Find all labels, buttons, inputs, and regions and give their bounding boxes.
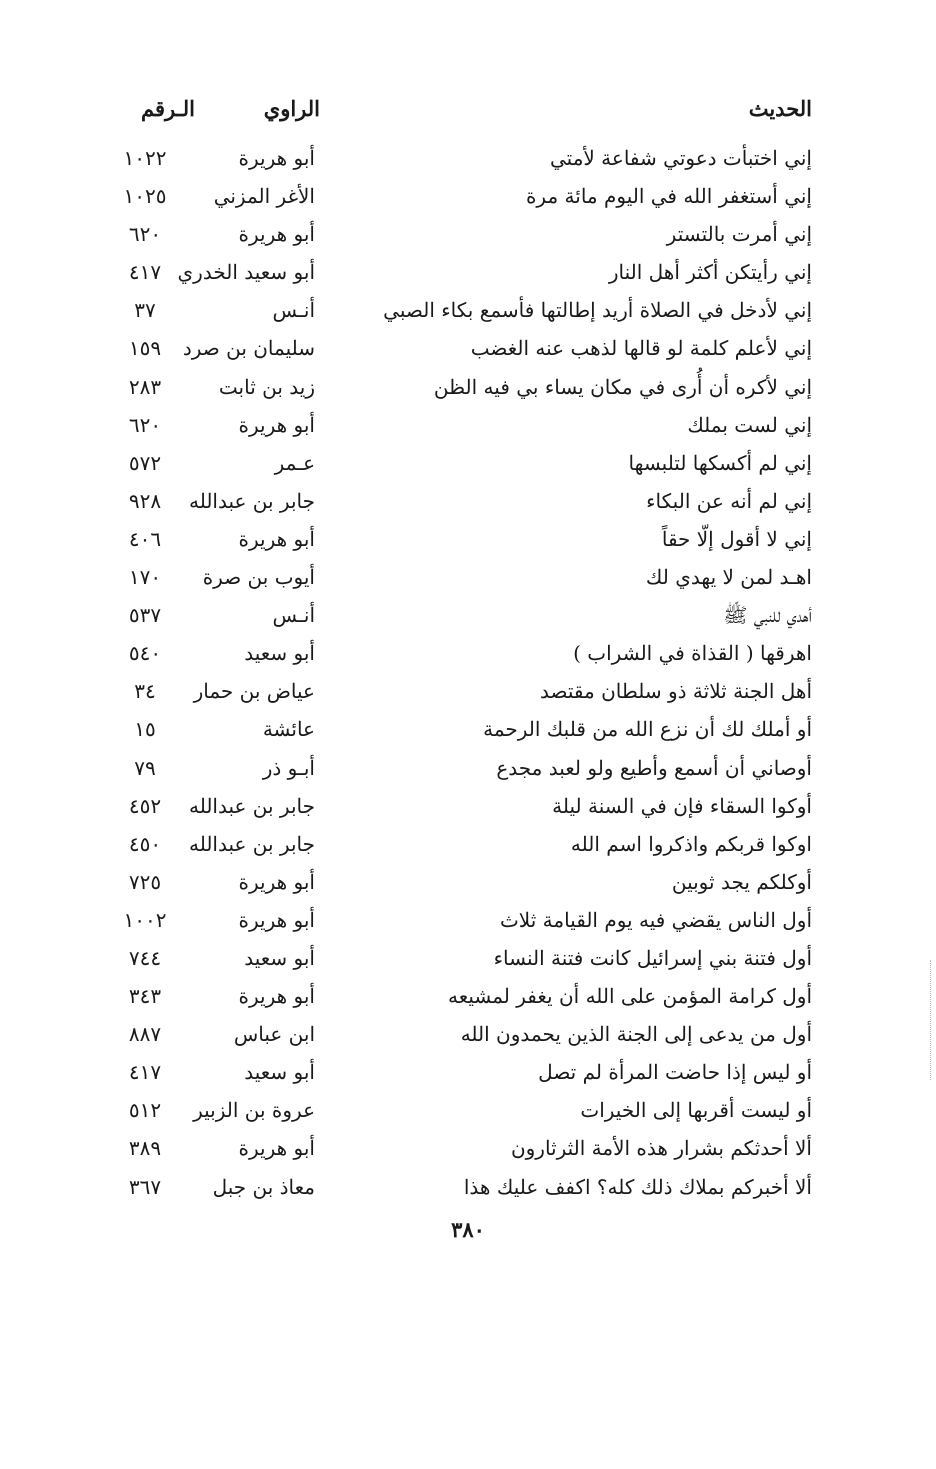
table-row bbox=[60, 482, 820, 520]
table-row bbox=[60, 787, 820, 825]
hadith-number: ٦٢٠ bbox=[128, 222, 162, 247]
hadith-number: ٤١٧ bbox=[128, 260, 162, 285]
hadith-text: أو ليس إذا حاضت المرأة لم تصل bbox=[538, 1060, 812, 1085]
narrator-name: جابر بن عبدالله bbox=[188, 488, 315, 513]
hadith-text: إني لأدخل في الصلاة أريد إطالتها فأسمع بكاء الصبي bbox=[383, 298, 812, 323]
hadith-number: ٥١٢ bbox=[128, 1098, 162, 1123]
table-row bbox=[60, 710, 820, 748]
table-row bbox=[60, 558, 820, 596]
scan-edge-mark bbox=[930, 960, 932, 1080]
hadith-text: اهرقها ( القذاة في الشراب ) bbox=[573, 641, 812, 666]
hadith-number: ١٠٠٢ bbox=[123, 907, 167, 932]
hadith-text: أو ليست أقربها إلى الخيرات bbox=[580, 1098, 812, 1123]
hadith-text: إني أستغفر الله في اليوم مائة مرة bbox=[525, 184, 812, 209]
table-row bbox=[60, 139, 820, 177]
table-row bbox=[60, 406, 820, 444]
narrator-name: زيد بن ثابت bbox=[218, 374, 315, 399]
table-row bbox=[60, 634, 820, 672]
table-row bbox=[60, 1015, 820, 1053]
table-row bbox=[60, 1129, 820, 1167]
hadith-text: أو أملك لك أن نزع الله من قلبك الرحمة bbox=[483, 717, 812, 742]
header-number: الـرقم bbox=[141, 96, 195, 121]
hadith-text: إني لا أقول إلّا حقاً bbox=[661, 526, 812, 551]
hadith-text: ألا أخبركم بملاك ذلك كله؟ اكفف عليك هذا bbox=[463, 1174, 812, 1199]
narrator-name: أبو سعيد bbox=[244, 945, 315, 970]
hadith-number: ٢٨٣ bbox=[128, 374, 162, 399]
narrator-name: الأغر المزني bbox=[213, 184, 315, 209]
hadith-text: أول كرامة المؤمن على الله أن يغفر لمشيعه bbox=[447, 984, 812, 1009]
hadith-text: أول الناس يقضي فيه يوم القيامة ثلاث bbox=[499, 907, 812, 932]
hadith-text: أوصاني أن أسمع وأطيع ولو لعبد مجدع bbox=[496, 755, 812, 780]
hadith-number: ٤١٧ bbox=[128, 1060, 162, 1085]
narrator-name: عائشة bbox=[262, 717, 315, 742]
hadith-number: ١٧٠ bbox=[128, 565, 162, 590]
narrator-name: أيوب بن صرة bbox=[202, 565, 315, 590]
table-row bbox=[60, 520, 820, 558]
table-row bbox=[60, 368, 820, 406]
hadith-number: ٣٤ bbox=[134, 679, 156, 704]
hadith-number: ٩٢٨ bbox=[128, 488, 162, 513]
hadith-text: إني لست بملك bbox=[687, 412, 812, 437]
table-row bbox=[60, 672, 820, 710]
narrator-name: عروة بن الزبير bbox=[193, 1098, 315, 1123]
table-row bbox=[60, 825, 820, 863]
narrator-name: أبو هريرة bbox=[238, 526, 315, 551]
page-number: ٣٨٠ bbox=[451, 1217, 485, 1242]
narrator-name: أبو سعيد bbox=[244, 641, 315, 666]
hadith-number: ٧٢٥ bbox=[128, 869, 162, 894]
header-hadith: الحديث bbox=[748, 96, 812, 121]
table-row bbox=[60, 177, 820, 215]
hadith-number: ٤٥٢ bbox=[128, 793, 162, 818]
hadith-number: ٧٤٤ bbox=[128, 945, 162, 970]
hadith-number: ١٠٢٥ bbox=[123, 184, 167, 209]
hadith-number: ٨٨٧ bbox=[128, 1022, 162, 1047]
table-row bbox=[60, 863, 820, 901]
hadith-number: ١٥٩ bbox=[128, 336, 162, 361]
hadith-text: أوكوا السقاء فإن في السنة ليلة bbox=[552, 793, 812, 818]
hadith-text: أهل الجنة ثلاثة ذو سلطان مقتصد bbox=[540, 679, 812, 704]
hadith-text: إني لم أكسكها لتلبسها bbox=[628, 450, 812, 475]
hadith-number: ٣٤٣ bbox=[128, 984, 162, 1009]
hadith-text: أول من يدعى إلى الجنة الذين يحمدون الله bbox=[460, 1022, 812, 1047]
hadith-text: إني لأعلم كلمة لو قالها لذهب عنه الغضب bbox=[470, 336, 812, 361]
hadith-number: ١٠٢٢ bbox=[123, 146, 167, 170]
hadith-text: إني رأيتكن أكثر أهل النار bbox=[608, 260, 812, 285]
table-row bbox=[60, 329, 820, 367]
narrator-name: أبـو ذر bbox=[262, 755, 315, 780]
table-row bbox=[60, 596, 820, 634]
hadith-number: ٥٤٠ bbox=[128, 641, 162, 666]
hadith-text: أهدي للنبي ﷺ bbox=[723, 603, 812, 628]
narrator-name: عياض بن حمار bbox=[193, 679, 315, 704]
narrator-name: أبو هريرة bbox=[238, 412, 315, 437]
narrator-name: أبو هريرة bbox=[238, 1136, 315, 1161]
narrator-name: سليمان بن صرد bbox=[182, 336, 315, 361]
hadith-number: ٥٣٧ bbox=[128, 603, 162, 628]
hadith-text: إني لأكره أن أُرى في مكان يساء بي فيه الظن bbox=[433, 374, 812, 399]
narrator-name: أبو سعيد الخدري bbox=[177, 260, 315, 285]
table-row bbox=[60, 749, 820, 787]
hadith-index-list bbox=[60, 139, 820, 1206]
hadith-number: ٣٦٧ bbox=[128, 1174, 162, 1199]
hadith-number: ٥٧٢ bbox=[128, 450, 162, 475]
hadith-text: أول فتنة بني إسرائيل كانت فتنة النساء bbox=[493, 945, 812, 970]
table-row bbox=[60, 1168, 820, 1206]
hadith-text: إني أمرت بالتستر bbox=[666, 222, 812, 247]
narrator-name: أبو هريرة bbox=[238, 146, 315, 170]
header-narrator: الراوي bbox=[263, 96, 320, 121]
narrator-name: جابر بن عبدالله bbox=[188, 831, 315, 856]
hadith-number: ٤٠٦ bbox=[128, 526, 162, 551]
hadith-text: اهـد لمن لا يهدي لك bbox=[645, 565, 812, 590]
hadith-number: ١٥ bbox=[134, 717, 156, 742]
table-row bbox=[60, 253, 820, 291]
hadith-text: إني اختبأت دعوتي شفاعة لأمتي bbox=[550, 146, 812, 170]
narrator-name: أبو هريرة bbox=[238, 984, 315, 1009]
table-header bbox=[60, 96, 820, 132]
hadith-number: ٣٧ bbox=[134, 298, 156, 323]
hadith-text: أوكلكم يجد ثوبين bbox=[671, 869, 812, 894]
table-row bbox=[60, 977, 820, 1015]
table-row bbox=[60, 901, 820, 939]
narrator-name: ابن عباس bbox=[233, 1022, 315, 1047]
table-row bbox=[60, 939, 820, 977]
narrator-name: أبو هريرة bbox=[238, 907, 315, 932]
narrator-name: جابر بن عبدالله bbox=[188, 793, 315, 818]
narrator-name: عـمر bbox=[274, 450, 315, 475]
narrator-name: أبو سعيد bbox=[244, 1060, 315, 1085]
table-row bbox=[60, 215, 820, 253]
hadith-text: اوكوا قربكم واذكروا اسم الله bbox=[570, 831, 812, 856]
narrator-name: أبو هريرة bbox=[238, 222, 315, 247]
table-row bbox=[60, 1091, 820, 1129]
narrator-name: أبو هريرة bbox=[238, 869, 315, 894]
table-row bbox=[60, 1053, 820, 1091]
hadith-number: ٣٨٩ bbox=[128, 1136, 162, 1161]
hadith-text: إني لم أنه عن البكاء bbox=[646, 488, 812, 513]
table-row bbox=[60, 444, 820, 482]
hadith-text: ألا أحدثكم بشرار هذه الأمة الثرثارون bbox=[510, 1136, 812, 1161]
narrator-name: معاذ بن جبل bbox=[212, 1174, 315, 1199]
table-row bbox=[60, 291, 820, 329]
narrator-name: أنـس bbox=[272, 298, 315, 323]
hadith-number: ٤٥٠ bbox=[128, 831, 162, 856]
narrator-name: أنـس bbox=[272, 603, 315, 628]
hadith-number: ٦٢٠ bbox=[128, 412, 162, 437]
hadith-number: ٧٩ bbox=[134, 755, 156, 780]
